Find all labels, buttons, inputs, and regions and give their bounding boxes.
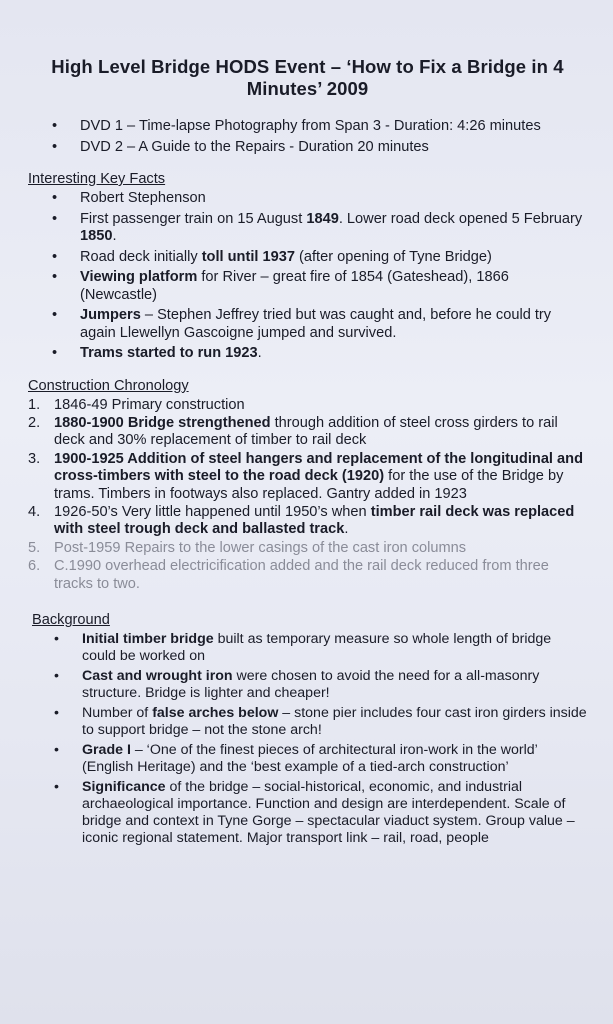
list-item [28,503,587,539]
dvd-list [28,118,587,156]
background-bold: Cast and wrought iron [82,667,233,684]
chronology-text: for the use of the Bridge by trams. Timbers in footways also replaced. Gantry added in 1923 [54,468,564,502]
list-item [82,705,587,739]
list-item [80,307,587,342]
item-number: 4. [28,503,41,520]
fact-bold: Viewing platform [80,269,198,285]
list-item [80,249,587,267]
list-item [28,414,587,450]
list-item [82,631,587,665]
chronology-text: Post-1959 Repairs to the lower casings of the cast iron columns [54,539,467,556]
list-item [28,539,587,557]
fact-text: for River – great fire of 1854 (Gateshead), 1866 (Newcastle) [80,269,509,303]
list-item [80,211,587,246]
chronology-text: through addition of steel cross girders to rail deck and 30% replacement of timber to rail deck [54,414,558,449]
list-item [82,742,587,776]
background-text: – stone pier includes four cast iron girders inside to support bridge – not the stone arch! [82,704,587,738]
list-item [82,779,587,847]
item-number: 6. [28,558,41,575]
background-bold: Grade I [82,741,131,758]
background-bold: Initial timber bridge [82,630,214,647]
fact-bold: 1849 [306,210,339,227]
list-item [82,668,587,702]
item-number: 5. [28,539,41,556]
list-item [28,396,587,414]
fact-text: – Stephen Jeffrey tried but was caught and, before he could try again Llewellyn Gascoigne jumped and survived. [80,307,552,341]
item-number: 2. [28,414,41,431]
fact-text: . [112,228,117,244]
fact-bold: 1850 [80,228,113,244]
fact-text: (after opening of Tyne Bridge) [294,248,492,265]
list-item [80,190,587,208]
background-text: built as temporary measure so whole length of bridge could be worked on [82,630,552,664]
key-facts-list [28,190,587,363]
fact-bold: toll until 1937 [201,248,295,265]
background-text: of the bridge – social-historical, economic, and industrial archaeological importance. Function and design are interdependent. Scale of bridge and context in Tyne Gorge – spectacular viaduct system. Group value – iconic regional statement. Major transport link – rail, road, people [82,778,575,846]
list-item [28,450,587,503]
fact-text: . Lower road deck opened 5 February [338,210,583,227]
dvd-item: • DVD 2 – A Guide to the Repairs - Duration 20 minutes [80,139,587,157]
list-item [80,269,587,304]
chronology-text: 1926-50’s Very little happened until 1950’s when [54,503,371,520]
list-item [80,345,587,363]
fact-text: Road deck initially [80,248,202,265]
fact-bold: Trams started to run 1923 [80,345,258,361]
chronology-bold: 1900-1925 Addition of steel hangers and replacement of the longitudinal and cross-timbers with steel to the road deck (1920) [54,450,583,485]
item-number: 3. [28,450,41,467]
background-heading: Background [32,611,110,628]
chronology-text: 1846-49 Primary construction [54,396,245,413]
chronology-bold: timber rail deck was replaced with steel trough deck and ballasted track [54,503,575,538]
dvd-item: • DVD 1 – Time-lapse Photography from Span 3 - Duration: 4:26 minutes [80,118,587,136]
background-text: – ‘One of the finest pieces of architectural iron-work in the world’ (English Heritage) and the ‘best example of a tied-arch construction’ [82,741,538,775]
chronology-bold: 1880-1900 Bridge strengthened [54,414,271,431]
item-number: 1. [28,396,41,413]
list-item [28,558,587,593]
background-text: Number of [82,704,153,721]
chronology-text: C.1990 overhead electricification added and the rail deck reduced from three tracks to two. [54,558,549,592]
fact-text: Robert Stephenson [80,190,206,206]
fact-text: . [257,345,262,361]
key-facts-heading: Interesting Key Facts [28,171,166,187]
document-title: High Level Bridge HODS Event – ‘How to Fix a Bridge in 4 Minutes’ 2009 [51,56,564,99]
background-text: were chosen to avoid the need for a all-masonry structure. Bridge is lighter and cheaper! [82,667,540,701]
fact-text: First passenger train on 15 August [80,210,307,227]
background-list [28,631,587,847]
background-bold: Significance [82,778,166,795]
chronology-heading: Construction Chronology [28,377,189,394]
chronology-list [28,397,587,593]
chronology-text: . [344,521,349,538]
fact-bold: Jumpers [80,307,141,323]
background-bold: false arches below [152,704,279,721]
